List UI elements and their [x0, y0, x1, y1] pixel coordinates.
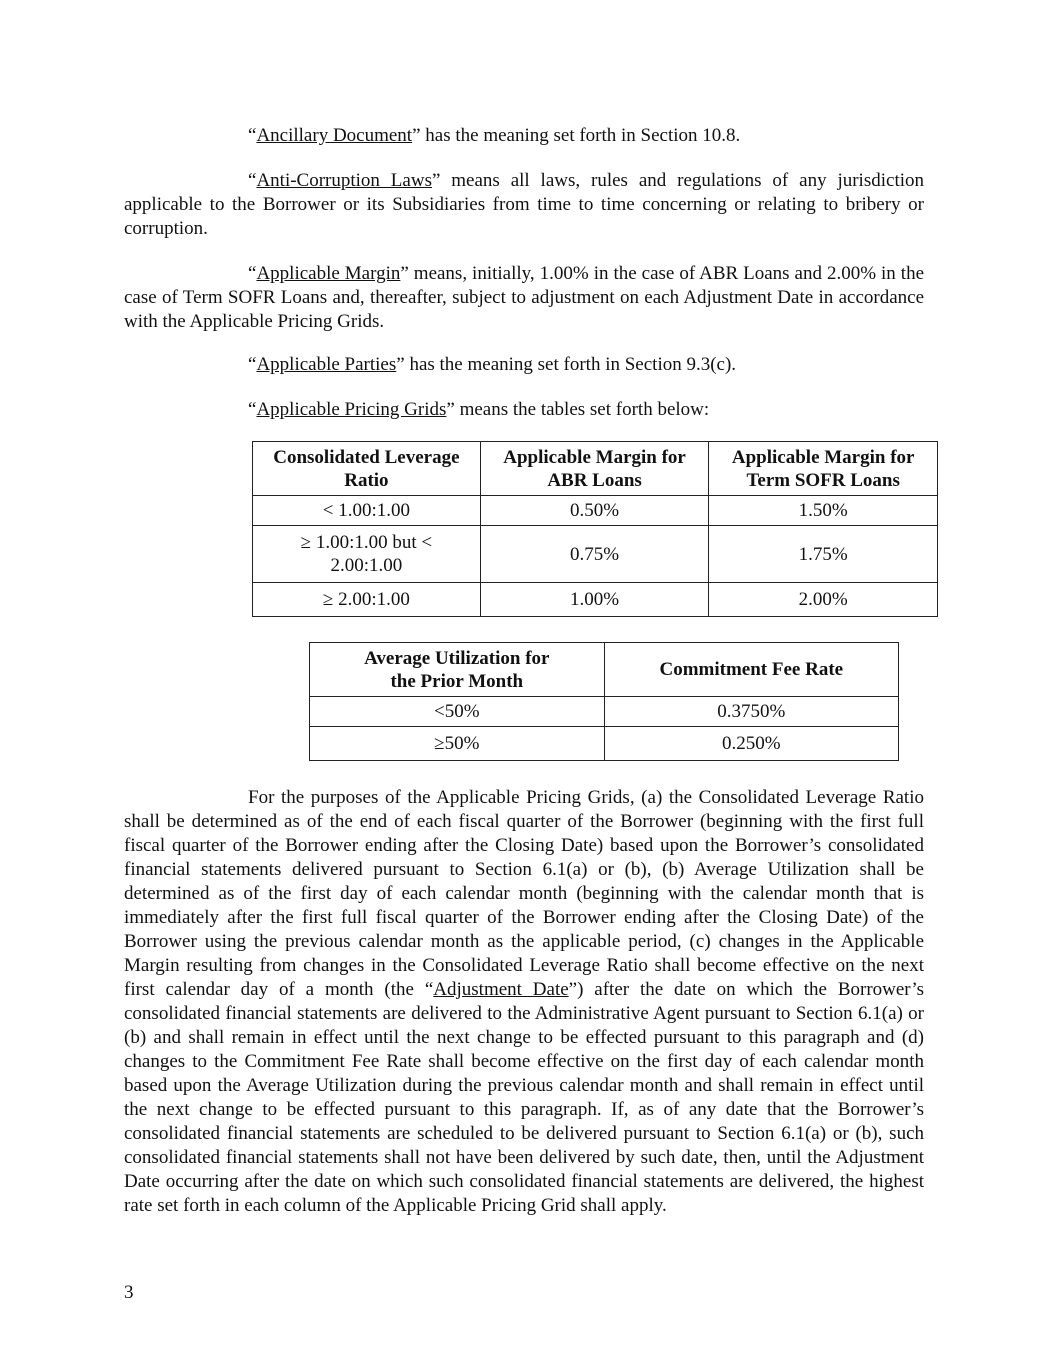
definition-anti-corruption-laws: “Anti-Corruption Laws” means all laws, rules and regulations of any jurisdiction applicable to the Borrower or its Subsidiaries from time to time concerning or relating to bribery or corruption.	[124, 170, 924, 239]
header-cell: Applicable Margin for ABR Loans	[480, 442, 709, 496]
table-cell: ≥ 1.00:1.00 but < 2.00:1.00	[253, 526, 481, 583]
table-header-row	[310, 643, 899, 697]
header-cell: Consolidated Leverage Ratio	[253, 442, 481, 496]
table-cell: 2.00%	[709, 583, 938, 617]
definition-ancillary-document: “Ancillary Document” has the meaning set forth in Section 10.8.	[248, 125, 741, 146]
table-row	[253, 496, 938, 526]
table-row	[310, 727, 899, 761]
definition-applicable-parties: “Applicable Parties” has the meaning set forth in Section 9.3(c).	[248, 354, 737, 375]
defined-term: Adjustment Date	[433, 979, 569, 1000]
definition-applicable-pricing-grids: “Applicable Pricing Grids” means the tables set forth below:	[248, 399, 710, 420]
leverage-pricing-table	[252, 441, 938, 617]
table-cell: 1.50%	[709, 496, 938, 526]
table-cell: ≥ 2.00:1.00	[253, 583, 481, 617]
table-cell: <50%	[310, 697, 605, 727]
table-row	[253, 583, 938, 617]
definition-applicable-margin: “Applicable Margin” means, initially, 1.00% in the case of ABR Loans and 2.00% in the case of Term SOFR Loans and, thereafter, subject to adjustment on each Adjustment Date in accordance with the Applicable Pricing Grids.	[124, 263, 924, 332]
header-cell: Average Utilization for the Prior Month	[310, 643, 605, 697]
table-cell: 0.250%	[604, 727, 898, 761]
header-cell: Commitment Fee Rate	[604, 643, 898, 697]
table-cell: ≥50%	[310, 727, 605, 761]
defined-term: Ancillary Document	[256, 125, 413, 146]
defined-term: Applicable Parties	[256, 354, 397, 375]
commitment-fee-table	[309, 642, 899, 761]
table-cell: < 1.00:1.00	[253, 496, 481, 526]
defined-term: Applicable Margin	[256, 263, 401, 284]
table-cell: 0.3750%	[604, 697, 898, 727]
header-cell: Applicable Margin for Term SOFR Loans	[709, 442, 938, 496]
table-row	[253, 526, 938, 583]
table-cell: 0.50%	[480, 496, 709, 526]
defined-term: Anti-Corruption Laws	[256, 170, 432, 191]
table-row	[310, 697, 899, 727]
table-cell: 1.75%	[709, 526, 938, 583]
table-header-row	[253, 442, 938, 496]
defined-term: Applicable Pricing Grids	[256, 399, 447, 420]
table-cell: 0.75%	[480, 526, 709, 583]
pricing-grid-paragraph: For the purposes of the Applicable Pricing Grids, (a) the Consolidated Leverage Ratio shall be determined as of the end of each fiscal quarter of the Borrower (beginning with the first full fiscal quarter of the Borrower ending after the Closing Date) based upon the Borrower’s consolidated financial statements delivered pursuant to Section 6.1(a) or (b), (b) Average Utilization shall be determined as of the first day of each calendar month (beginning with the calendar month that is immediately after the first full fiscal quarter of the Borrower ending after the Closing Date) of the Borrower using the previous calendar month as the applicable period, (c) changes in the Applicable Margin resulting from changes in the Consolidated Leverage Ratio shall become effective on the next first calendar day of a month (the “Adjustment Date”) after the date on which the Borrower’s consolidated financial statements are delivered to the Administrative Agent pursuant to Section 6.1(a) or (b) and shall remain in effect until the next change to be effected pursuant to this paragraph and (d) changes to the Commitment Fee Rate shall become effective on the first day of each calendar month based upon the Average Utilization during the previous calendar month and shall remain in effect until the next change to be effected pursuant to this paragraph. If, as of any date that the Borrower’s consolidated financial statements are scheduled to be delivered pursuant to Section 6.1(a) or (b), such consolidated financial statements shall not have been delivered by such date, then, until the Adjustment Date occurring after the date on which such consolidated financial statements are delivered, the highest rate set forth in each column of the Applicable Pricing Grid shall apply.	[124, 787, 925, 1216]
table-cell: 1.00%	[480, 583, 709, 617]
page-number: 3	[124, 1282, 134, 1303]
